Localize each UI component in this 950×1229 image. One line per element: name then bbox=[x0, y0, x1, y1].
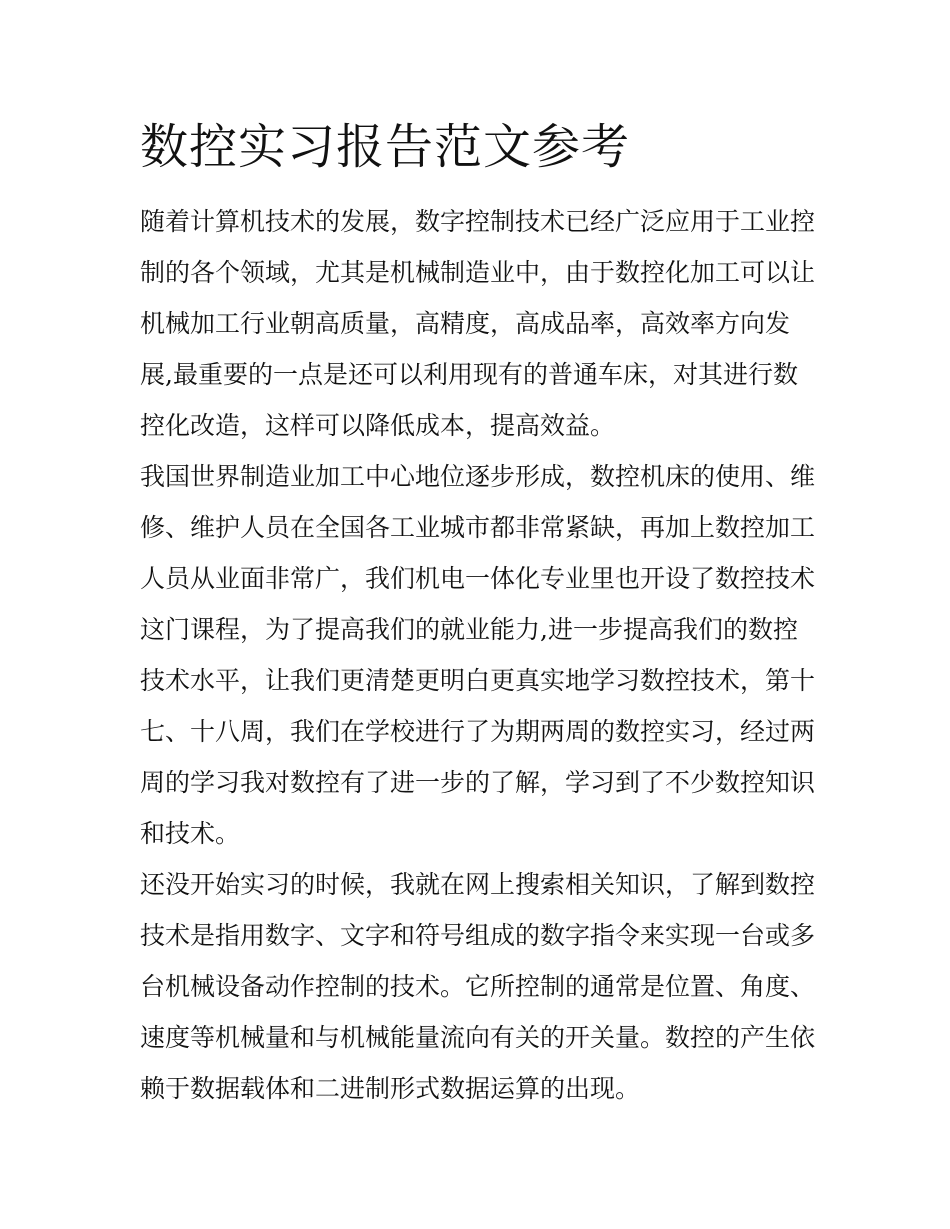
text-line: 人员从业面非常广，我们机电一体化专业里也开设了数控技术 bbox=[140, 564, 816, 593]
text-line: 修、维护人员在全国各工业城市都非常紧缺，再加上数控加工 bbox=[140, 513, 816, 542]
text-line: 随着计算机技术的发展，数字控制技术已经广泛应用于工业控 bbox=[140, 207, 816, 236]
document-title: 数控实习报告范文参考 bbox=[140, 119, 631, 175]
text-line: 技术是指用数字、文字和符号组成的数字指令来实现一台或多 bbox=[140, 921, 816, 950]
text-line: 技术水平，让我们更清楚更明白更真实地学习数控技术，第十 bbox=[140, 666, 816, 695]
paragraph-1 bbox=[140, 196, 820, 451]
text-line: 周的学习我对数控有了进一步的了解，学习到了不少数控知识 bbox=[140, 768, 816, 797]
text-line: 机械加工行业朝高质量，高精度，高成品率，高效率方向发 bbox=[140, 309, 791, 338]
text-line: 和技术。 bbox=[140, 819, 241, 848]
text-line: 制的各个领域，尤其是机械制造业中，由于数控化加工可以让 bbox=[140, 258, 816, 287]
text-line: 台机械设备动作控制的技术。它所控制的通常是位置、角度、 bbox=[140, 972, 816, 1001]
paragraph-2 bbox=[140, 451, 820, 859]
paragraph-3 bbox=[140, 859, 820, 1114]
text-line: 我国世界制造业加工中心地位逐步形成，数控机床的使用、维 bbox=[140, 462, 816, 491]
text-line: 七、十八周，我们在学校进行了为期两周的数控实习，经过两 bbox=[140, 717, 816, 746]
text-line: 控化改造，这样可以降低成本，提高效益。 bbox=[140, 411, 616, 440]
text-line: 还没开始实习的时候，我就在网上搜索相关知识，了解到数控 bbox=[140, 870, 816, 899]
document-body bbox=[140, 196, 820, 1114]
text-line: 这门课程，为了提高我们的就业能力,进一步提高我们的数控 bbox=[140, 615, 798, 644]
text-line: 速度等机械量和与机械能量流向有关的开关量。数控的产生依 bbox=[140, 1023, 816, 1052]
text-line: 展,最重要的一点是还可以利用现有的普通车床，对其进行数 bbox=[140, 360, 798, 389]
text-line: 赖于数据载体和二进制形式数据运算的出现。 bbox=[140, 1074, 641, 1103]
